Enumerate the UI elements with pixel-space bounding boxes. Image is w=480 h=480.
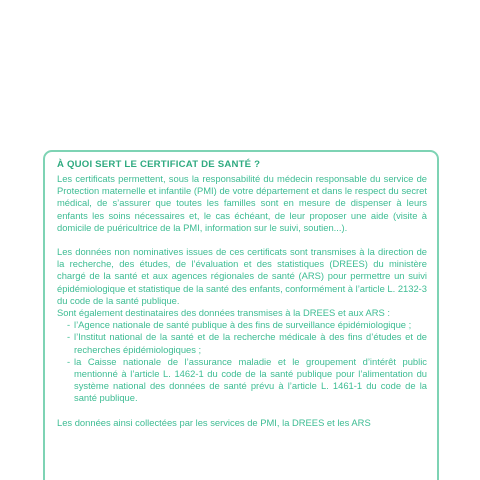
paragraph-purpose: Les certificats permettent, sous la responsabilité du médecin responsable du service de Protection maternelle et infantile (PMI) de votre département et dans le respect du secret médical, de s’assurer que toutes les familles sont en mesure de dispenser à leurs enfants les soins nécessaires et, le cas échéant, de leur proposer une aide (visite à domicile de puéricultrice de la PMI, information sur le suivi, soutien...). — [57, 173, 427, 233]
paragraph-recipients-intro: Sont également destinataires des données transmises à la DREES et aux ARS : — [57, 307, 390, 319]
list-item: - l’Agence nationale de santé publique à des fins de surveillance épidémiologique ; — [57, 319, 427, 331]
list-item: - l’Institut national de la santé et de la recherche médicale à des fins d’études et de recherches épidémiologiques ; — [57, 331, 427, 355]
paragraph-data-transmission: Les données non nominatives issues de ces certificats sont transmises à la direction de la recherche, des études, de l’évaluation et des statistiques (DREES) du ministère chargé de la santé et aux agences régionales de santé (ARS) pour permettre un suivi épidémiologique et statistique de la santé des enfants, conformément à l’article L. 2132-3 du code de la santé publique. — [57, 246, 428, 306]
paragraph-data-collection: Les données ainsi collectées par les services de PMI, la DREES et les ARS — [57, 416, 371, 428]
list-item: - la Caisse nationale de l’assurance maladie et le groupement d’intérêt public mentionné à l’article L. 1462-1 du code de la santé publique pour l’alimentation du système national des données de santé prévu à l’article L. 1461-1 du code de la santé publique. — [57, 356, 427, 405]
section-title: À QUOI SERT LE CERTIFICAT DE SANTÉ ? — [57, 159, 261, 170]
info-panel — [43, 150, 439, 480]
recipients-list — [57, 319, 427, 404]
